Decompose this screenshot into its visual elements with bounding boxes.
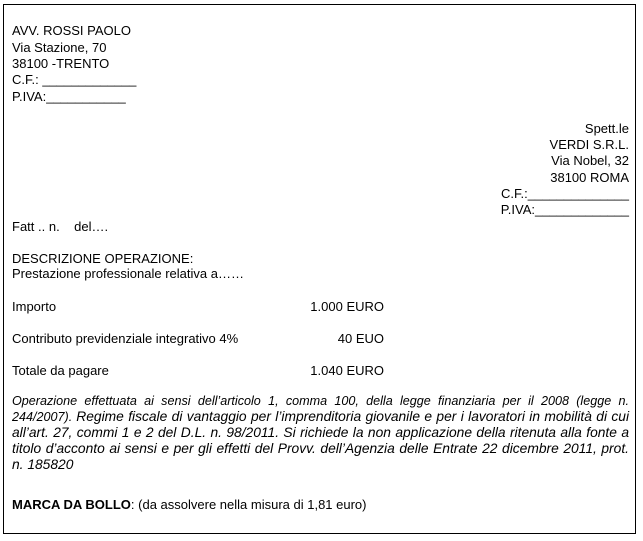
sender-name: AVV. ROSSI PAOLO <box>12 23 131 38</box>
line-label-contributo: Contributo previdenziale integrativo 4% <box>12 331 239 346</box>
fiscal-note <box>12 393 629 473</box>
recipient-street: Via Nobel, 32 <box>551 153 629 168</box>
recipient-piva: P.IVA:_____________ <box>500 202 629 217</box>
stamp-duty <box>12 497 366 513</box>
stamp-duty-label: MARCA DA BOLLO <box>12 497 131 512</box>
recipient-salutation: Spett.le <box>584 121 629 136</box>
recipient-name: VERDI S.R.L. <box>549 137 629 152</box>
recipient-cf: C.F.:______________ <box>501 186 629 201</box>
line-amount-contributo: 40 EUO <box>337 331 384 346</box>
sender-piva: P.IVA:___________ <box>12 89 126 104</box>
recipient-city: 38100 ROMA <box>550 170 629 185</box>
stamp-duty-text: : (da assolvere nella misura di 1,81 euro) <box>130 497 367 512</box>
invoice-reference: Fatt .. n. del…. <box>12 219 109 234</box>
line-amount-totale: 1.040 EURO <box>310 363 384 378</box>
fiscal-note-law: Operazione effettuata ai sensi dell’articolo 1, comma 100, della legge finanziaria per il 2008 (legge n. 244/2007). <box>12 394 629 424</box>
fiscal-note-regime: Regime fiscale di vantaggio per l’imprenditoria giovanile e per i lavoratori in mobilità di cui all’art. 27, commi 1 e 2 del D.L. n. 98/2011. Si richiede la non applicazione della ritenuta alla fonte a titolo d’acconto ai sensi e per gli effetti del Provv. dell’Agenzia delle Entrate 22 dicembre 2011, prot. n. 185820 <box>12 409 630 472</box>
description-heading: DESCRIZIONE OPERAZIONE: <box>12 251 194 266</box>
sender-cf: C.F.: _____________ <box>12 72 137 87</box>
line-label-importo: Importo <box>12 299 57 314</box>
line-label-totale: Totale da pagare <box>12 363 109 378</box>
line-amount-importo: 1.000 EURO <box>310 299 384 314</box>
description-text: Prestazione professionale relativa a…… <box>12 266 244 281</box>
sender-city: 38100 -TRENTO <box>12 56 110 71</box>
sender-street: Via Stazione, 70 <box>12 40 107 55</box>
